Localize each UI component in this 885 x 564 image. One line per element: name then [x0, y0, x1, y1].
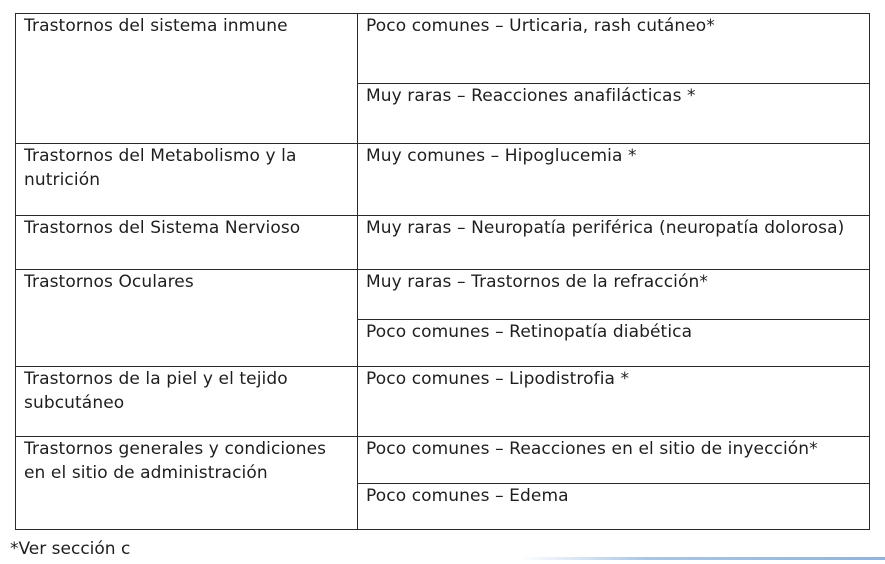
category-label: Trastornos generales y condiciones en el sitio de administración: [24, 439, 327, 483]
effect-cell: [358, 84, 870, 144]
effect-cell: [358, 320, 870, 367]
table-row: [16, 216, 870, 270]
effect-label: Muy raras – Neuropatía periférica (neuropatía dolorosa): [366, 218, 845, 238]
category-cell: [16, 14, 358, 144]
table-row: [16, 14, 870, 84]
category-label: Trastornos Oculares: [24, 272, 194, 292]
effect-label: Poco comunes – Urticaria, rash cutáneo*: [366, 16, 715, 36]
effect-label: Muy raras – Trastornos de la refracción*: [366, 272, 708, 292]
category-cell: [16, 367, 358, 437]
effect-cell: [358, 437, 870, 484]
category-cell: [16, 144, 358, 216]
category-label: Trastornos del Sistema Nervioso: [24, 218, 301, 238]
effect-cell: [358, 216, 870, 270]
table-row: [16, 144, 870, 216]
effect-label: Poco comunes – Lipodistrofia *: [366, 369, 630, 389]
effect-cell: [358, 484, 870, 530]
effect-label: Muy raras – Reacciones anafilácticas *: [366, 86, 696, 106]
category-cell: [16, 437, 358, 530]
effect-label: Poco comunes – Reacciones en el sitio de inyección*: [366, 439, 818, 459]
category-label: Trastornos del sistema inmune: [24, 16, 288, 36]
effect-cell: [358, 144, 870, 216]
effect-label: Muy comunes – Hipoglucemia *: [366, 146, 637, 166]
table-row: [16, 270, 870, 320]
category-cell: [16, 270, 358, 367]
category-label: Trastornos de la piel y el tejido subcutáneo: [24, 369, 288, 413]
effect-label: Poco comunes – Edema: [366, 486, 569, 506]
effect-cell: [358, 367, 870, 437]
scan-artifact-line: [520, 557, 885, 560]
adverse-effects-table: [15, 13, 870, 530]
table-row: [16, 367, 870, 437]
effect-cell: [358, 270, 870, 320]
table-row: [16, 437, 870, 484]
effect-cell: [358, 14, 870, 84]
effect-label: Poco comunes – Retinopatía diabética: [366, 322, 693, 342]
footnote: *Ver sección c: [10, 539, 131, 559]
category-label: Trastornos del Metabolismo y la nutrición: [24, 146, 297, 190]
category-cell: [16, 216, 358, 270]
